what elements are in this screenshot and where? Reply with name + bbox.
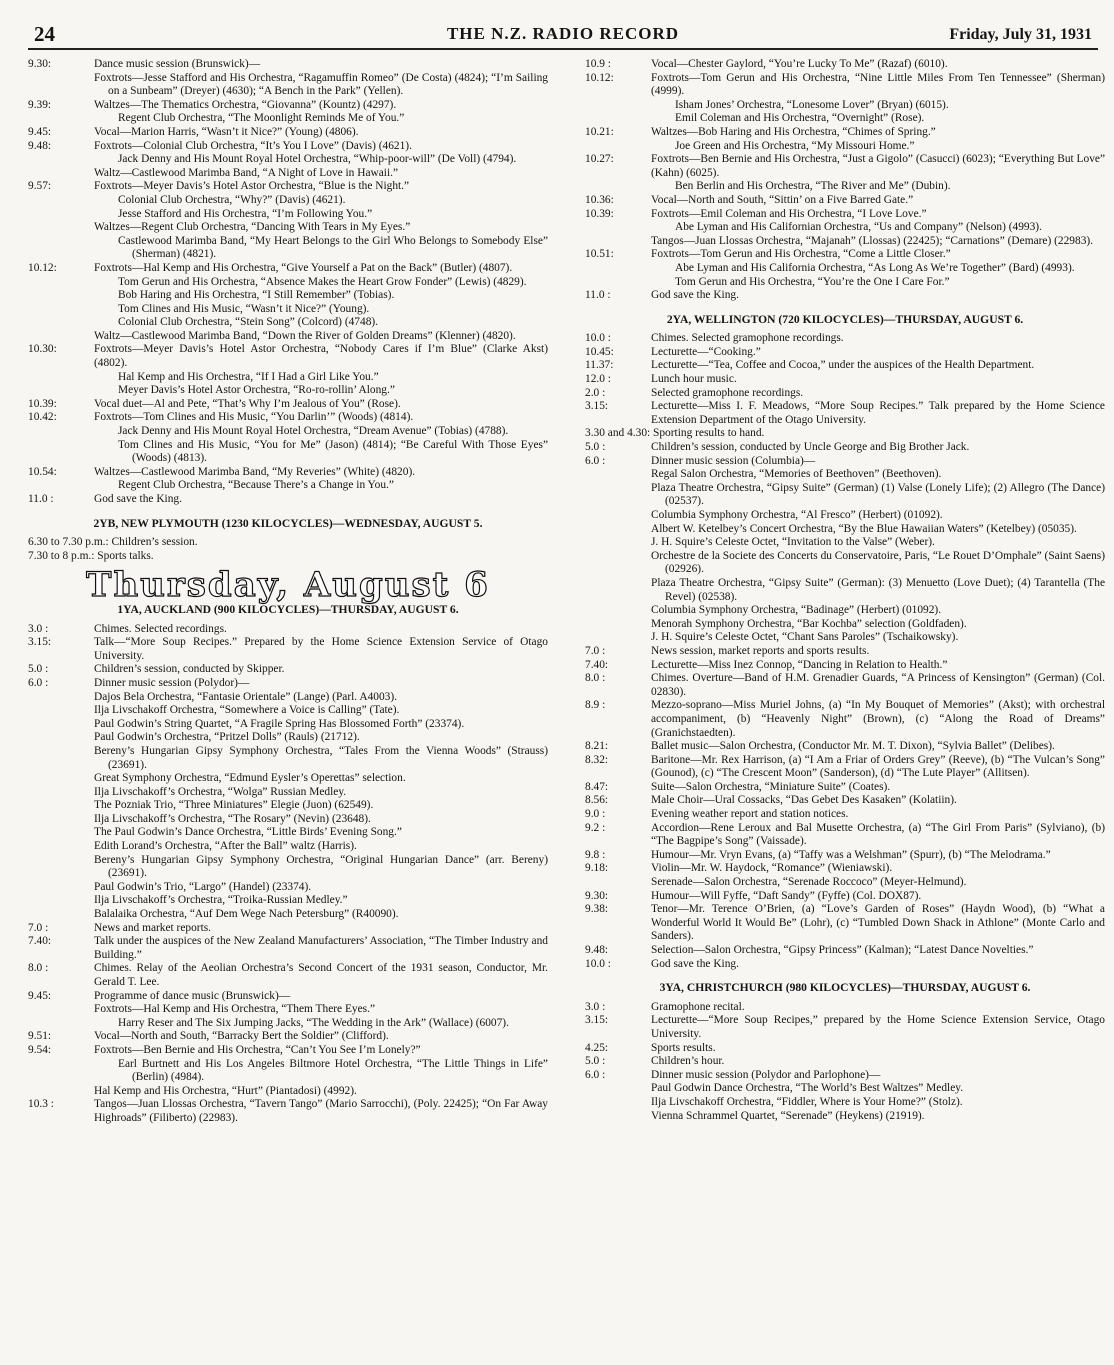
entry-text: God save the King. xyxy=(651,957,739,970)
entry-text: Vocal—Chester Gaylord, “You’re Lucky To Me” (Razaf) (6010). xyxy=(651,58,948,70)
entry-text: Lecturette—“Tea, Coffee and Cocoa,” under the auspices of the Health Department. xyxy=(651,359,1035,372)
programme-entry xyxy=(28,636,548,663)
entry-time: 11.37: xyxy=(585,359,614,372)
programme-entry xyxy=(585,849,1105,863)
programme-entry xyxy=(28,1098,548,1125)
programme-subitem: Tom Clines and His Music, “You for Me” (Jason) (4814); “Be Careful With Those Eyes” (Woods) (4813). xyxy=(118,438,548,465)
programme-entry xyxy=(585,699,1105,740)
programme-entry xyxy=(28,262,548,276)
entry-time: 10.30: xyxy=(28,343,57,356)
station-heading: 2YB, NEW PLYMOUTH (1230 KILOCYCLES)—WEDNESDAY, AUGUST 5. xyxy=(93,516,483,530)
programme-entry xyxy=(585,903,1105,944)
entry-text: Foxtrots—Colonial Club Orchestra, “It’s You I Love” (Davis) (4621). xyxy=(94,139,412,152)
entry-time: 10.27: xyxy=(585,153,614,166)
programme-item: Dajos Bela Orchestra, “Fantasie Orientale” (Lange) (Parl. A4003). xyxy=(94,690,398,703)
entry-text: Programme of dance music (Brunswick)— xyxy=(94,989,291,1002)
page-header xyxy=(28,22,1098,50)
programme-entry xyxy=(585,754,1105,781)
entry-text: Accordion—Rene Leroux and Bal Musette Orchestra, (a) “The Girl From Paris” (Sylviano), (b) “The Bagpipe’s Song” (Vaissade). xyxy=(651,821,1105,848)
programme-subitem: Jack Denny and His Mount Royal Hotel Orchestra, “Dream Avenue” (Tobias) (4788). xyxy=(118,425,509,438)
programme-item: Bereny’s Hungarian Gipsy Symphony Orchestra, “Tales From the Vienna Woods” (Strauss) (23691). xyxy=(94,744,548,771)
programme-entry xyxy=(28,140,548,154)
entry-text: Chimes. Selected gramophone recordings. xyxy=(651,332,844,345)
entry-time: 3.0 : xyxy=(28,622,49,635)
entry-text: Dinner music session (Columbia)— xyxy=(651,454,816,467)
entry-time: 5.0 : xyxy=(585,441,606,454)
entry-text: Vocal—North and South, “Sittin’ on a Five Barred Gate.” xyxy=(651,193,914,206)
entry-time: 6.0 : xyxy=(585,454,606,467)
programme-entry xyxy=(28,935,548,962)
entry-time: 10.42: xyxy=(28,411,57,424)
entry-text: Chimes. Relay of the Aeolian Orchestra’s Second Concert of the 1931 season, Conductor, Mr. Gerald T. Lee. xyxy=(94,962,548,988)
programme-subitem: Hal Kemp and His Orchestra, “If I Had a Girl Like You.” xyxy=(118,370,379,383)
programme-item: J. H. Squire’s Celeste Octet, “Chant Sans Paroles” (Tschaikowsky). xyxy=(651,631,959,644)
entry-text: Selected gramophone recordings. xyxy=(651,386,804,399)
entry-text: Baritone—Mr. Rex Harrison, (a) “I Am a Friar of Orders Grey” (Reeve), (b) “The Vulcan’s Song” (Gounod), (c) “The Crescent Moon” (Sanderson), (d) “The Lute Player” (Allitsen). xyxy=(651,753,1105,780)
programme-entry xyxy=(585,194,1105,208)
entry-time: 7.0 : xyxy=(585,644,606,657)
programme-entry xyxy=(585,387,1105,401)
entry-text: Talk—“More Soup Recipes.” Prepared by the Home Science Extension Service of Otago University. xyxy=(94,636,548,662)
entry-time: 10.45: xyxy=(585,345,614,358)
programme-subitem: Bob Haring and His Orchestra, “I Still Remember” (Tobias). xyxy=(118,289,395,302)
programme-item: J. H. Squire’s Celeste Octet, “Invitation to the Valse” (Weber). xyxy=(651,536,935,549)
entry-text: Foxtrots—Ben Bernie and His Orchestra, “Just a Gigolo” (Casucci) (6023); “Everything But Love” (Kahn) (6025). xyxy=(651,153,1105,179)
entry-time: 9.18: xyxy=(585,862,609,875)
entry-text: Humour—Will Fyffe, “Daft Sandy” (Fyffe) (Col. DOX87). xyxy=(651,889,922,902)
entry-text: Tangos—Juan Llossas Orchestra, “Tavern Tango” (Mario Sarrocchi), (Poly. 22425); “On Far Away Highroads” (Filiberto) (22983). xyxy=(94,1098,548,1124)
entry-text: Foxtrots—Tom Gerun and His Orchestra, “Nine Little Miles From Ten Tennessee” (Sherman) (4999). xyxy=(651,71,1105,98)
entry-time: 3.15: xyxy=(585,1014,609,1027)
entry-time: 9.54: xyxy=(28,1043,52,1056)
programme-entry xyxy=(585,346,1105,360)
programme-subitem: Castlewood Marimba Band, “My Heart Belongs to the Girl Who Belongs to Somebody Else” (Sherman) (4821). xyxy=(118,234,548,261)
entry-time: 9.38: xyxy=(585,903,609,916)
entry-text: Vocal—North and South, “Barracky Bert the Soldier” (Clifford). xyxy=(94,1030,389,1043)
right-column xyxy=(585,58,1105,1123)
entry-text: Evening weather report and station notices. xyxy=(651,808,849,821)
programme-item: Ilja Livschakoff’s Orchestra, “The Rosary” (Nevin) (23648). xyxy=(94,812,371,825)
programme-subitem: Jack Denny and His Mount Royal Hotel Orchestra, “Whip-poor-will” (De Voll) (4794). xyxy=(118,153,517,166)
entry-text: Children’s hour. xyxy=(651,1055,725,1068)
entry-text: Suite—Salon Orchestra, “Miniature Suite” (Coates). xyxy=(651,780,891,793)
programme-subitem: Jesse Stafford and His Orchestra, “I’m Following You.” xyxy=(118,207,373,220)
issue-date: Friday, July 31, 1931 xyxy=(949,26,1092,43)
programme-entry xyxy=(28,99,548,113)
programme-subitem: Meyer Davis’s Hotel Astor Orchestra, “Ro-ro-rollin’ Along.” xyxy=(118,384,395,397)
entry-time: 2.0 : xyxy=(585,386,606,399)
programme-item: Bereny’s Hungarian Gipsy Symphony Orchestra, “Original Hungarian Dance” (arr. Bereny) (23691). xyxy=(94,853,548,880)
programme-entry xyxy=(28,990,548,1004)
programme-entry xyxy=(585,153,1105,180)
programme-subitem: Harry Reser and The Six Jumping Jacks, “The Wedding in the Ark” (Wallace) (6007). xyxy=(118,1016,509,1029)
programme-entry xyxy=(585,890,1105,904)
entry-time: 8.56: xyxy=(585,794,609,807)
programme-item: Great Symphony Orchestra, “Edmund Eysler’s Operettas” selection. xyxy=(94,772,406,785)
page-number: 24 xyxy=(34,22,55,46)
entry-text: Lecturette—Miss I. F. Meadows, “More Soup Recipes.” Talk prepared by the Home Science Extension Department of the Otago University. xyxy=(651,400,1105,426)
entry-time: 10.51: xyxy=(585,248,614,261)
entry-time: 7.40: xyxy=(585,658,609,671)
entry-text: Dance music session (Brunswick)— xyxy=(94,58,261,70)
entry-time: 6.0 : xyxy=(585,1068,606,1081)
programme-item: Ilja Livschakoff’s Orchestra, “Wolga” Russian Medley. xyxy=(94,785,347,798)
entry-text: Foxtrots—Ben Bernie and His Orchestra, “Can’t You See I’m Lonely?” xyxy=(94,1043,421,1056)
entry-time: 5.0 : xyxy=(585,1055,606,1068)
programme-subitem: Regent Club Orchestra, “Because There’s a Change in You.” xyxy=(118,479,394,492)
entry-text: Chimes. Overture—Band of H.M. Grenadier Guards, “A Princess of Kensington” (German) (Col. 02830). xyxy=(651,672,1105,698)
entry-time: 9.8 : xyxy=(585,848,606,861)
station-heading: 2YA, WELLINGTON (720 KILOCYCLES)—THURSDAY, AUGUST 6. xyxy=(666,312,1024,326)
entry-time: 7.40: xyxy=(28,935,52,948)
entry-text: Dinner music session (Polydor and Parlophone)— xyxy=(651,1068,881,1081)
day-heading: Thursday, August 6 xyxy=(86,565,490,606)
entry-time: 9.30: xyxy=(585,889,609,902)
programme-entry xyxy=(28,962,548,989)
entry-text: Children’s session, conducted by Skipper. xyxy=(94,663,285,676)
left-column xyxy=(28,58,548,1126)
entry-time: 10.9 : xyxy=(585,58,611,70)
programme-entry xyxy=(585,781,1105,795)
entry-text: Foxtrots—Meyer Davis’s Hotel Astor Orchestra, “Nobody Cares if I’m Blue” (Clarke Akst) (4802). xyxy=(94,343,548,370)
entry-time: 11.0 : xyxy=(28,493,54,505)
programme-item: Columbia Symphony Orchestra, “Badinage” (Herbert) (01092). xyxy=(651,604,942,617)
programme-item: Ilja Livschakoff Orchestra, “Fiddler, Where is Your Home?” (Stolz). xyxy=(651,1095,963,1108)
programme-entry xyxy=(28,922,548,936)
entry-time: 9.30: xyxy=(28,58,52,70)
entry-time: 9.39: xyxy=(28,98,52,111)
programme-item: Plaza Theatre Orchestra, “Gipsy Suite” (German) (1) Valse (Lonely Life); (2) Allegro (The Dance) (02537). xyxy=(651,481,1105,508)
entry-time: 10.39: xyxy=(585,207,614,220)
programme-entry xyxy=(585,1055,1105,1069)
programme-item: Tangos—Juan Llossas Orchestra, “Majanah” (Llossas) (22425); “Carnations” (Demare) (22983). xyxy=(651,234,1094,247)
programme-item: Menorah Symphony Orchestra, “Bar Kochba” selection (Goldfaden). xyxy=(651,617,967,630)
programme-item: Ilja Livschakoff’s Orchestra, “Troika-Russian Medley.” xyxy=(94,894,348,907)
programme-subitem: Colonial Club Orchestra, “Why?” (Davis) (4621). xyxy=(118,193,346,206)
programme-entry xyxy=(585,400,1105,427)
programme-item: Plaza Theatre Orchestra, “Gipsy Suite” (German): (3) Menuetto (Love Duet); (4) Tarantella (The Revel) (02538). xyxy=(651,576,1105,603)
entry-time: 11.0 : xyxy=(585,289,611,302)
entry-time: 10.0 : xyxy=(585,957,611,970)
entry-text: News session, market reports and sports results. xyxy=(651,644,870,657)
entry-text: God save the King. xyxy=(651,289,739,302)
entry-text: Violin—Mr. W. Haydock, “Romance” (Wieniawski). xyxy=(651,862,893,875)
programme-subitem: Earl Burtnett and His Los Angeles Biltmore Hotel Orchestra, “The Little Things in Life” (Berlin) (4984). xyxy=(118,1057,548,1084)
entry-time: 9.48: xyxy=(585,944,609,956)
programme-entry xyxy=(585,672,1105,699)
entry-text: Foxtrots—Emil Coleman and His Orchestra, “I Love Love.” xyxy=(651,207,927,220)
entry-time: 10.36: xyxy=(585,193,614,206)
programme-item: Waltz—Castlewood Marimba Band, “Down the River of Golden Dreams” (Klenner) (4820). xyxy=(94,329,516,342)
entry-text: Talk under the auspices of the New Zealand Manufacturers’ Association, “The Timber Industry and Building.” xyxy=(94,935,548,961)
entry-text: Male Choir—Ural Cossacks, “Das Gebet Des Kasaken” (Kolatiin). xyxy=(651,794,957,807)
entry-text: Lecturette—“More Soup Recipes,” prepared by the Home Science Extension Service, Otago University. xyxy=(651,1014,1105,1040)
programme-entry xyxy=(28,58,548,72)
programme-subitem: Colonial Club Orchestra, “Stein Song” (Colcord) (4748). xyxy=(118,316,379,329)
entry-time: 3.0 : xyxy=(585,1000,606,1013)
programme-entry xyxy=(28,343,548,370)
entry-time: 3.15: xyxy=(28,636,52,649)
programme-entry xyxy=(585,1069,1105,1083)
programme-entry xyxy=(585,958,1105,972)
programme-entry xyxy=(585,794,1105,808)
entry-text: Chimes. Selected recordings. xyxy=(94,622,227,635)
programme-entry xyxy=(585,208,1105,222)
entry-text: Gramophone recital. xyxy=(651,1000,745,1013)
entry-time: 10.39: xyxy=(28,397,57,410)
programme-subitem: Isham Jones’ Orchestra, “Lonesome Lover” (Bryan) (6015). xyxy=(675,98,949,111)
entry-time: 8.0 : xyxy=(585,672,606,685)
programme-entry xyxy=(585,126,1105,140)
entry-time: 10.3 : xyxy=(28,1098,54,1111)
programme-entry xyxy=(585,659,1105,673)
entry-time: 8.9 : xyxy=(585,699,606,712)
programme-item: Orchestre de la Societe des Concerts du Conservatoire, Paris, “Le Rouet D’Omphale” (Saint Saens) (02926). xyxy=(651,549,1105,576)
entry-time: 10.21: xyxy=(585,125,614,138)
entry-time: 9.51: xyxy=(28,1030,52,1043)
entry-text: News and market reports. xyxy=(94,921,212,934)
entry-time: 5.0 : xyxy=(28,663,49,676)
entry-time: 8.21: xyxy=(585,740,609,753)
programme-subitem: Abe Lyman and His Californian Orchestra, “Us and Company” (Nelson) (4993). xyxy=(675,221,1042,234)
programme-subitem: Tom Gerun and His Orchestra, “You’re the One I Care For.” xyxy=(675,275,950,288)
programme-item: Foxtrots—Hal Kemp and His Orchestra, “Them There Eyes.” xyxy=(94,1003,375,1016)
entry-text: Lecturette—Miss Inez Connop, “Dancing in Relation to Health.” xyxy=(651,658,948,671)
programme-line: 6.30 to 7.30 p.m.: Children’s session. xyxy=(28,536,198,549)
entry-time: 8.32: xyxy=(585,753,609,766)
entry-time: 10.54: xyxy=(28,465,57,478)
programme-item: Regal Salon Orchestra, “Memories of Beethoven” (Beethoven). xyxy=(651,468,942,481)
programme-entry xyxy=(585,58,1105,72)
entry-text: Vocal—Marion Harris, “Wasn’t it Nice?” (Young) (4806). xyxy=(94,125,359,138)
entry-text: Foxtrots—Hal Kemp and His Orchestra, “Give Yourself a Pat on the Back” (Butler) (4807). xyxy=(94,261,513,274)
programme-entry xyxy=(585,740,1105,754)
programme-subitem: Joe Green and His Orchestra, “My Missouri Home.” xyxy=(675,139,915,152)
entry-text: Sports results. xyxy=(651,1041,716,1054)
entry-text: Ballet music—Salon Orchestra, (Conductor Mr. M. T. Dixon), “Sylvia Ballet” (Delibes). xyxy=(651,740,1055,753)
programme-entry xyxy=(28,398,548,412)
programme-subitem: Emil Coleman and His Orchestra, “Overnight” (Rose). xyxy=(675,112,925,125)
programme-item: Balalaika Orchestra, “Auf Dem Wege Nach Petersburg” (R40090). xyxy=(94,908,399,921)
programme-entry xyxy=(585,332,1105,346)
entry-time: 10.0 : xyxy=(585,332,611,345)
entry-time: 9.45: xyxy=(28,125,52,138)
entry-text: Lunch hour music. xyxy=(651,373,737,386)
programme-entry xyxy=(585,1014,1105,1041)
programme-item: Albert W. Ketelbey’s Concert Orchestra, “By the Blue Hawaiian Waters” (Ketelbey) (05035). xyxy=(651,522,1077,535)
programme-entry xyxy=(585,862,1105,876)
programme-entry xyxy=(585,373,1105,387)
entry-time: 12.0 : xyxy=(585,373,611,386)
entry-time: 9.0 : xyxy=(585,808,606,821)
station-heading: 3YA, CHRISTCHURCH (980 KILOCYCLES)—THURSDAY, AUGUST 6. xyxy=(659,981,1031,995)
entry-time: 9.45: xyxy=(28,989,52,1002)
programme-item: Waltzes—Regent Club Orchestra, “Dancing With Tears in My Eyes.” xyxy=(94,221,411,234)
entry-time: 4.25: xyxy=(585,1041,609,1054)
programme-item: Columbia Symphony Orchestra, “Al Fresco” (Herbert) (01092). xyxy=(651,509,943,521)
programme-entry xyxy=(585,1001,1105,1015)
entry-time: 10.12: xyxy=(28,261,57,274)
entry-text: Waltzes—Bob Haring and His Orchestra, “Chimes of Spring.” xyxy=(651,125,936,138)
entry-text: Vocal duet—Al and Pete, “That’s Why I’m Jealous of You” (Rose). xyxy=(94,397,401,410)
programme-item: Ilja Livschakoff Orchestra, “Somewhere a Voice is Calling” (Tate). xyxy=(94,704,400,717)
programme-line: 7.30 to 8 p.m.: Sports talks. xyxy=(28,549,154,562)
programme-entry xyxy=(585,822,1105,849)
entry-text: Children’s session, conducted by Uncle George and Big Brother Jack. xyxy=(651,441,970,454)
programme-item: Paul Godwin’s Trio, “Largo” (Handel) (23374). xyxy=(94,880,312,893)
entry-time: 9.57: xyxy=(28,180,52,193)
entry-text: Foxtrots—Tom Clines and His Music, “You Darlin’” (Woods) (4814). xyxy=(94,411,414,424)
entry-text: Waltzes—The Thematics Orchestra, “Giovanna” (Kountz) (4297). xyxy=(94,98,397,111)
programme-item: The Paul Godwin’s Dance Orchestra, “Little Birds’ Evening Song.” xyxy=(94,826,402,839)
entry-time: 8.47: xyxy=(585,780,609,793)
programme-entry xyxy=(585,1042,1105,1056)
programme-item: Edith Lorand’s Orchestra, “After the Ball” waltz (Harris). xyxy=(94,840,357,853)
programme-item: Vienna Schrammel Quartet, “Serenade” (Heykens) (21919). xyxy=(651,1109,925,1122)
programme-item: Waltz—Castlewood Marimba Band, “A Night of Love in Hawaii.” xyxy=(94,166,399,179)
programme-entry xyxy=(585,645,1105,659)
programme-subitem: Abe Lyman and His California Orchestra, “As Long As We’re Together” (Bard) (4993). xyxy=(675,261,1075,274)
programme-item: Serenade—Salon Orchestra, “Serenade Roccoco” (Meyer-Helmund). xyxy=(651,876,967,889)
programme-entry xyxy=(585,441,1105,455)
entry-text: Lecturette—“Cooking.” xyxy=(651,345,761,358)
entry-time: 10.12: xyxy=(585,71,614,84)
entry-text: God save the King. xyxy=(94,493,182,505)
programme-entry xyxy=(28,663,548,677)
entry-time: 3.15: xyxy=(585,400,609,413)
programme-item: The Pozniak Trio, “Three Miniatures” Elegie (Juon) (62549). xyxy=(94,799,374,812)
programme-entry xyxy=(28,623,548,637)
programme-item: Paul Godwin’s String Quartet, “A Fragile Spring Has Blossomed Forth” (23374). xyxy=(94,717,465,730)
entry-time: 7.0 : xyxy=(28,921,49,934)
programme-subitem: Tom Clines and His Music, “Wasn’t it Nice?” (Young). xyxy=(118,302,370,315)
programme-entry xyxy=(28,411,548,425)
entry-text: Humour—Mr. Vryn Evans, (a) “Taffy was a Welshman” (Spurr), (b) “The Melodrama.” xyxy=(651,848,1051,861)
programme-subitem: Tom Gerun and His Orchestra, “Absence Makes the Heart Grow Fonder” (Lewis) (4829). xyxy=(118,275,527,288)
programme-subitem: Ben Berlin and His Orchestra, “The River and Me” (Dubin). xyxy=(675,180,951,193)
programme-item: Foxtrots—Jesse Stafford and His Orchestra, “Ragamuffin Romeo” (De Costa) (4824); “I’m Sailing on a Sunbeam” (Dreyer) (4630); “A Bench in the Park” (Yellen). xyxy=(94,71,548,98)
programme-entry xyxy=(585,944,1105,958)
entry-text: Dinner music session (Polydor)— xyxy=(94,676,250,689)
programme-entry xyxy=(585,359,1105,373)
programme-entry xyxy=(28,180,548,194)
programme-entry xyxy=(585,455,1105,469)
programme-entry xyxy=(28,466,548,480)
entry-text: Mezzo-soprano—Miss Muriel Johns, (a) “In My Bouquet of Memories” (Akst); with orchestral accompaniment, (b) “Heavenly Night” (Brown), (c) “Along the Road of Dreams” (Granichstaedten). xyxy=(651,699,1105,739)
programme-entry xyxy=(585,808,1105,822)
programme-entry xyxy=(28,126,548,140)
programme-item: Paul Godwin Dance Orchestra, “The World’s Best Waltzes” Medley. xyxy=(651,1082,964,1095)
entry-text: Foxtrots—Meyer Davis’s Hotel Astor Orchestra, “Blue is the Night.” xyxy=(94,180,410,193)
entry-text: Waltzes—Castlewood Marimba Band, “My Reveries” (White) (4820). xyxy=(94,465,416,478)
programme-entry xyxy=(28,493,548,507)
programme-entry xyxy=(585,248,1105,262)
publication-title: THE N.Z. RADIO RECORD xyxy=(446,24,680,43)
entry-text: Tenor—Mr. Terence O’Brien, (a) “Love’s Garden of Roses” (Haydn Wood), (b) “What a Wonderful World It Would Be” (Lohr), (c) “Tumbled Down Shack in Athlone” (Monte Carlo and Sanders). xyxy=(651,903,1105,943)
entry-time: 9.48: xyxy=(28,139,52,152)
entry-time: 8.0 : xyxy=(28,962,49,975)
entry-text: Selection—Salon Orchestra, “Gipsy Princess” (Kalman); “Latest Dance Novelties.” xyxy=(651,944,1034,956)
station-heading: 1YA, AUCKLAND (900 KILOCYCLES)—THURSDAY, AUGUST 6. xyxy=(117,602,459,616)
programme-entry xyxy=(28,1044,548,1058)
programme-line: 3.30 and 4.30: Sporting results to hand. xyxy=(585,427,765,440)
entry-text: Foxtrots—Tom Gerun and His Orchestra, “Come a Little Closer.” xyxy=(651,248,951,261)
entry-time: 9.2 : xyxy=(585,821,606,834)
programme-entry xyxy=(28,677,548,691)
programme-entry xyxy=(585,72,1105,99)
programme-item: Hal Kemp and His Orchestra, “Hurt” (Piantadosi) (4992). xyxy=(94,1084,357,1097)
programme-subitem: Regent Club Orchestra, “The Moonlight Reminds Me of You.” xyxy=(118,112,405,125)
programme-entry xyxy=(28,1030,548,1044)
programme-entry xyxy=(585,289,1105,303)
programme-item: Paul Godwin’s Orchestra, “Pritzel Dolls” (Rauls) (21712). xyxy=(94,731,360,744)
entry-time: 6.0 : xyxy=(28,676,49,689)
